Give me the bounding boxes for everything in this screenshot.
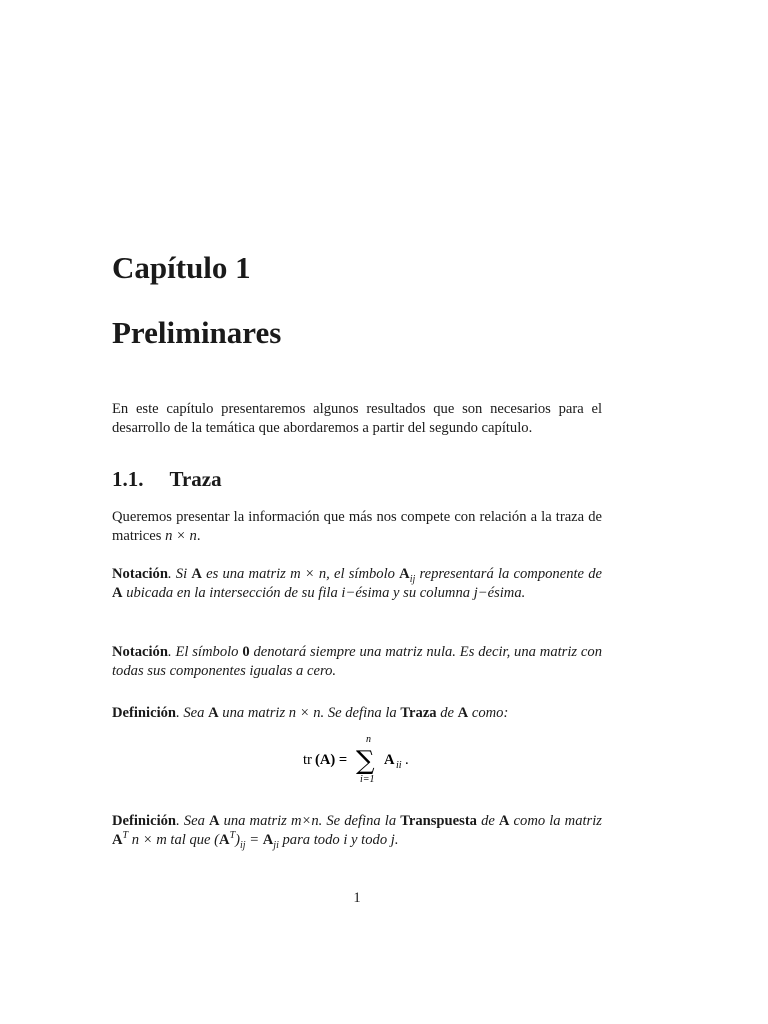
definition-1-text: . Se defina la [320,705,401,721]
matrix-symbol: A [219,831,230,848]
page-number: 1 [353,890,361,906]
superscript: T [122,829,129,841]
chapter-label: Capítulo 1 [112,250,251,285]
definition-2-text: de [476,813,499,829]
definition-2-text: como la matriz [509,813,602,829]
definition-1-term: Traza [400,705,437,721]
matrix-symbol: A [208,813,220,829]
zero-symbol: 0 [242,644,250,660]
document-page [112,0,602,1024]
definition-2-term: Transpuesta [400,813,477,829]
section-number: 1.1. [112,467,144,491]
notation-1-math: j− [473,584,488,601]
notation-1-text: representará la componente de [415,566,603,582]
definition-2-text: y todo [347,831,391,848]
definition-1-paragraph [112,704,602,723]
definition-1-text: . Sea [176,705,209,721]
chapter-title: Preliminares [112,315,282,350]
notation-1-text: ubicada en la intersección de su fila [122,584,342,601]
matrix-symbol: A [399,566,410,582]
definition-2-text: ) [235,831,241,848]
definition-1-text: una matriz [218,705,289,721]
matrix-symbol: A [262,831,274,848]
matrix-symbol: A [191,566,202,582]
definition-2-text: una matriz [219,813,291,829]
formula-end: . [405,752,409,768]
definition-2-text: = [245,831,263,848]
section-lead-paragraph [112,508,602,545]
notation-2-text: denotará siempre una matriz nula. Es decir, una matriz con todas sus componentes igualas a cero. [112,644,603,679]
trace-formula [112,733,602,789]
definition-2-text: . Sea [176,813,209,829]
intro-paragraph: En este capítulo presentaremos algunos resultados que son necesarios para el desarrollo de la temática que abordaremos a partir del segundo capítulo. [112,401,602,436]
notation-1-paragraph [112,565,602,602]
definition-2-paragraph [112,812,602,849]
notation-2-text: . El símbolo [167,644,243,660]
formula-sum-symbol: ∑ [356,746,375,776]
matrix-symbol: A [112,584,123,601]
section-title: Traza [169,467,222,491]
definition-2-text: . [394,831,399,848]
definition-2-lead: Definición [112,813,177,829]
definition-2-math: j [390,831,395,848]
subscript: ij [240,839,246,851]
section-lead-text: Queremos presentar la información que más nos compete con relación a la traza de matrices [112,509,602,544]
notation-1-text: , el símbolo [326,566,400,582]
superscript: T [229,829,236,841]
matrix-symbol: A [457,705,469,721]
subscript: ij [409,573,416,585]
definition-2-text: . Se defina la [318,813,401,829]
definition-1-text: de [436,705,458,721]
notation-1-math: i− [341,584,356,601]
definition-2-math: m×n [290,813,319,829]
matrix-symbol: A [208,705,219,721]
formula-lhs-arg: (A) = [315,752,348,768]
formula-lhs-func: tr [303,752,312,768]
definition-1-lead: Definición [112,705,177,721]
notation-1-text: es una matriz [201,566,291,582]
notation-2-lead: Notación [112,644,168,660]
section-lead-math: n × n [165,527,197,544]
definition-2-math: n × m [128,831,167,848]
formula-rhs-subscript: ii [396,760,402,771]
formula-sum-upper: n [366,734,371,745]
matrix-symbol: A [112,831,123,848]
notation-1-text: . Si [167,566,192,582]
definition-2-text: tal que ( [166,831,220,848]
notation-1-text: ésima y su columna [355,584,474,601]
subscript: ji [273,839,279,851]
notation-1-math: m × n [290,566,327,582]
definition-2-text: para todo [278,831,344,848]
definition-1-text: como: [468,705,509,721]
definition-2-math: i [343,831,348,848]
notation-1-text: ésima. [487,584,526,601]
matrix-symbol: A [498,813,510,829]
definition-1-math: n × n [288,705,321,721]
notation-2-paragraph [112,643,602,680]
section-heading [112,466,222,492]
formula-rhs: A [384,752,395,768]
formula-sum-lower: i=1 [360,774,375,785]
section-lead-end: . [196,527,201,544]
notation-1-lead: Notación [112,566,168,582]
